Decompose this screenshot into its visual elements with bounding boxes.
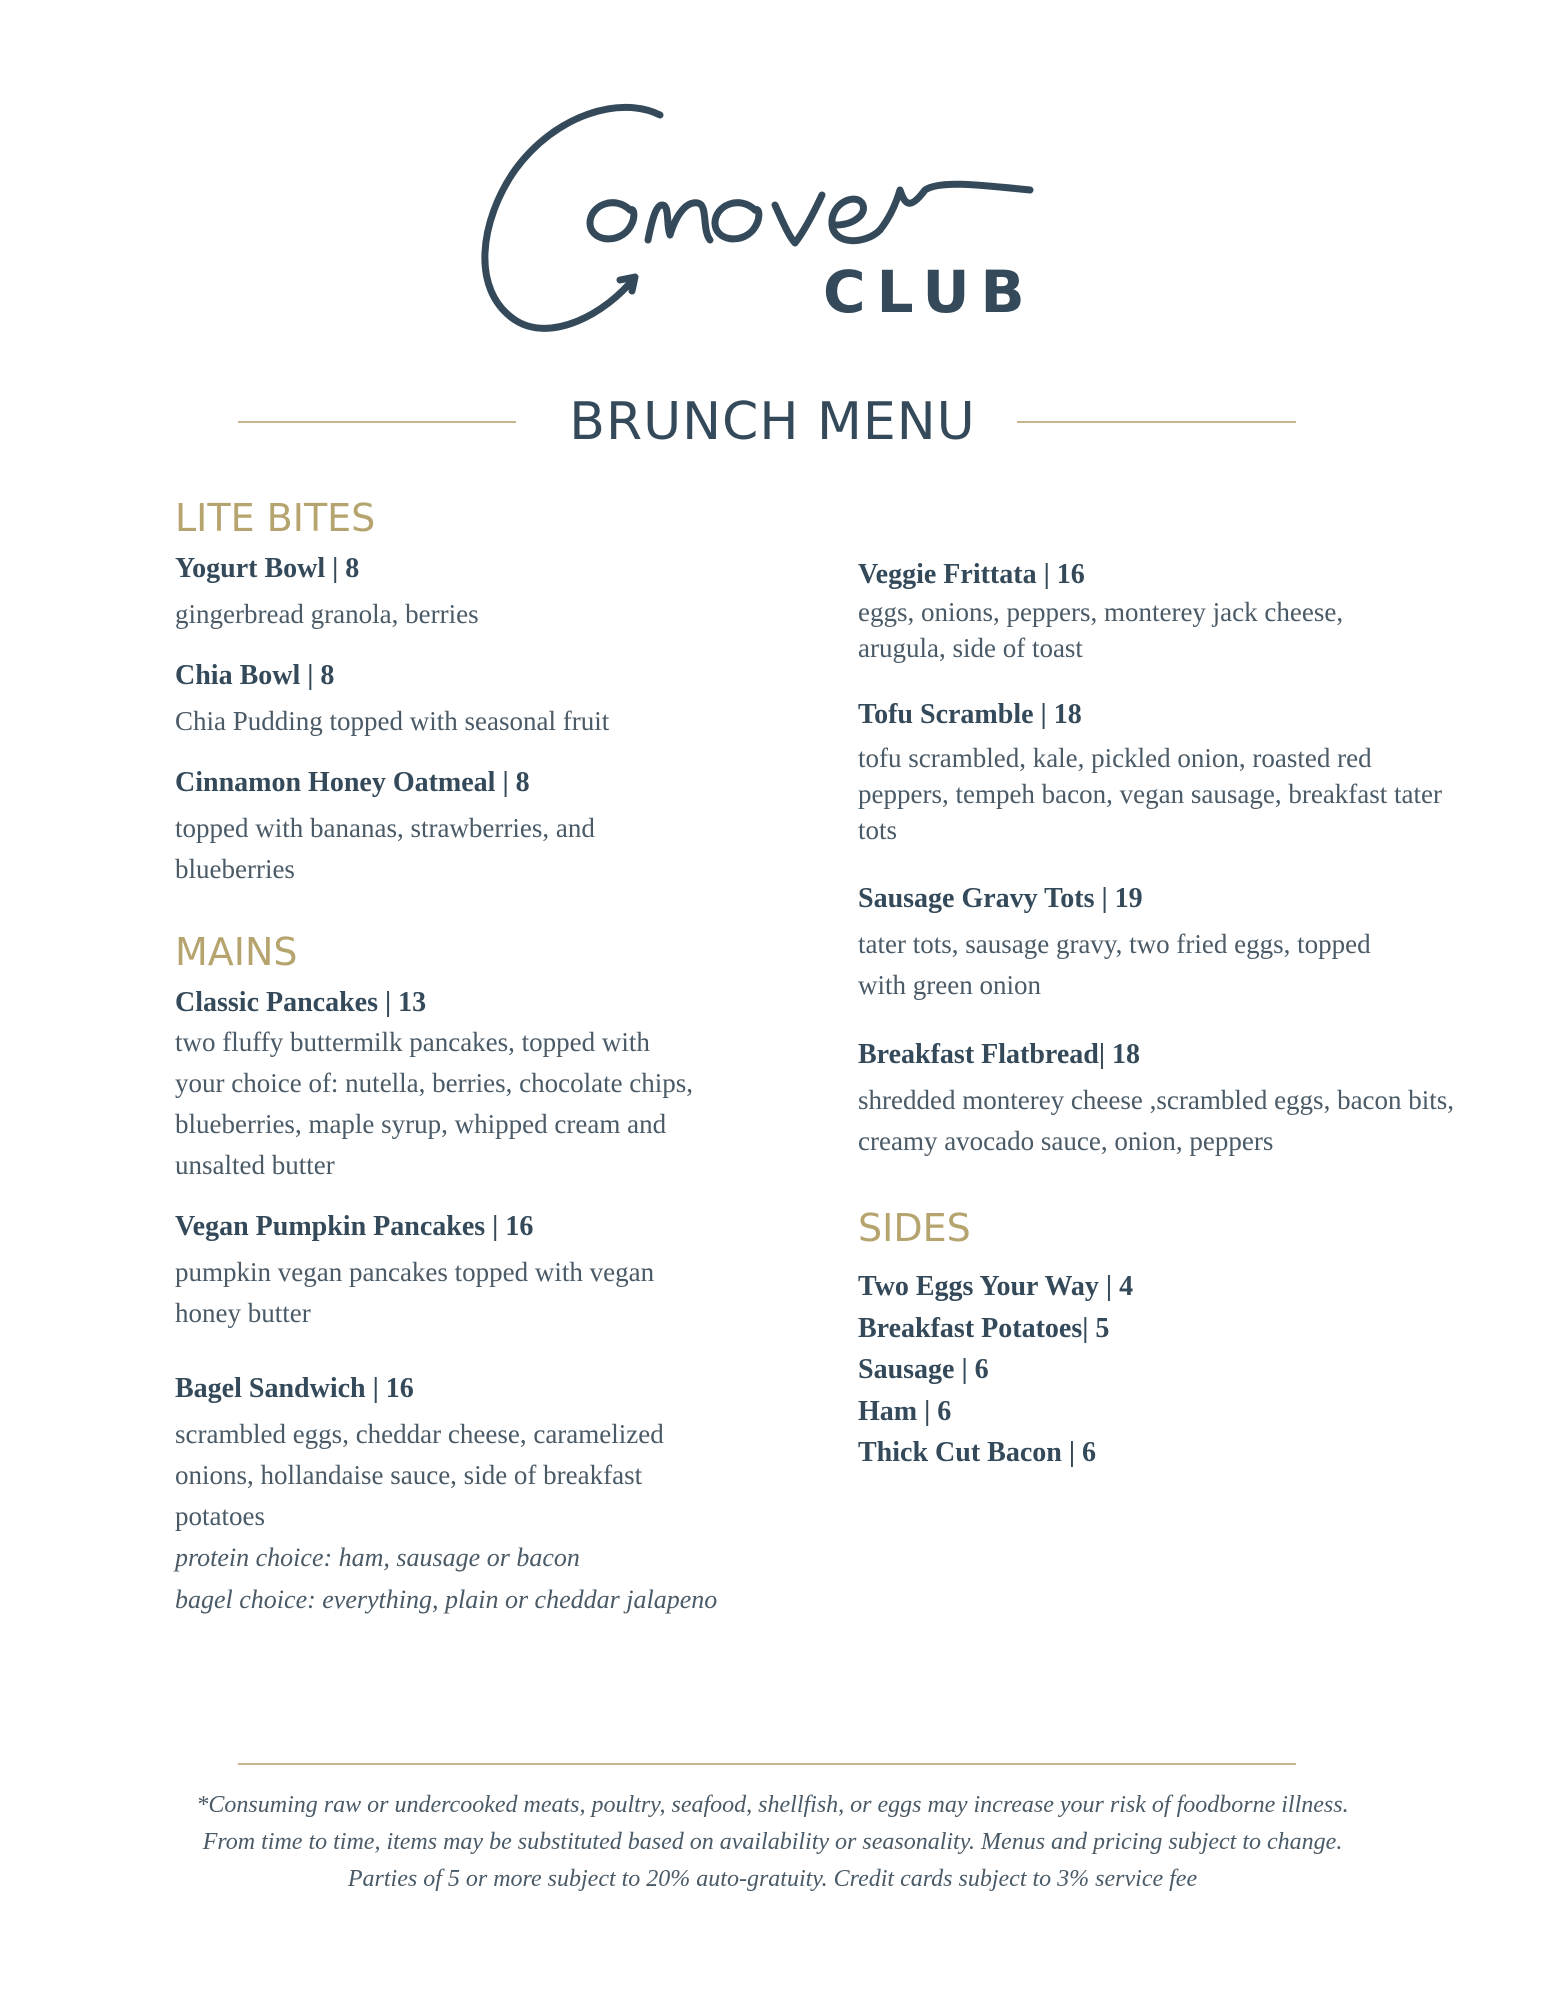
menu-item xyxy=(175,1208,735,1334)
list-item: Sausage | 6 xyxy=(858,1354,989,1385)
disclaimer-text: *Consuming raw or undercooked meats, poultry, seafood, shellfish, or eggs may increase your risk of foodborne illness. From time to time, items may be substituted based on availability or seasonality. Menus and pricing subject to change. Parties of 5 or more subject to 20% auto-gratuity. Credit cards subject to 3% service fee xyxy=(196,1792,1349,1892)
menu-item xyxy=(175,764,735,890)
item-name: Cinnamon Honey Oatmeal | 8 xyxy=(175,767,530,798)
item-name: Bagel Sandwich | 16 xyxy=(175,1373,414,1404)
item-name: Veggie Frittata | 16 xyxy=(858,559,1085,590)
menu-item xyxy=(858,880,1458,1006)
item-description: Chia Pudding topped with seasonal fruit xyxy=(175,706,610,736)
item-name: Yogurt Bowl | 8 xyxy=(175,553,360,584)
item-description: scrambled eggs, cheddar cheese, caramelized onions, hollandaise sauce, side of breakfast potatoes xyxy=(175,1419,664,1531)
section-title-lite-bites: LITE BITES xyxy=(175,496,376,540)
item-description: tofu scrambled, kale, pickled onion, roasted red peppers, tempeh bacon, vegan sausage, breakfast tater tots xyxy=(858,743,1442,845)
item-description: pumpkin vegan pancakes topped with vegan honey butter xyxy=(175,1257,655,1328)
logo-club-wordmark: CLUB xyxy=(823,258,1036,326)
item-name: Classic Pancakes | 13 xyxy=(175,987,427,1018)
section-title-sides: SIDES xyxy=(858,1206,971,1250)
item-description: tater tots, sausage gravy, two fried eggs, topped with green onion xyxy=(858,929,1371,1000)
item-note-protein: protein choice: ham, sausage or bacon xyxy=(175,1543,580,1572)
list-item: Breakfast Potatoes| 5 xyxy=(858,1312,1110,1344)
section-title-mains: MAINS xyxy=(175,930,298,974)
item-name: Tofu Scramble | 18 xyxy=(858,699,1082,730)
left-column xyxy=(175,490,735,1645)
menu-item xyxy=(858,696,1458,848)
list-item: Ham | 6 xyxy=(858,1395,952,1427)
item-description: topped with bananas, strawberries, and blueberries xyxy=(175,813,595,884)
item-description: eggs, onions, peppers, monterey jack cheese, arugula, side of toast xyxy=(858,597,1344,663)
item-name: Sausage Gravy Tots | 19 xyxy=(858,883,1143,914)
menu-item xyxy=(858,1036,1458,1162)
right-column xyxy=(858,556,1458,1474)
item-description: shredded monterey cheese ,scrambled eggs, bacon bits, creamy avocado sauce, onion, peppers xyxy=(858,1085,1455,1156)
item-note-bagel: bagel choice: everything, plain or cheddar jalapeno xyxy=(175,1585,718,1614)
menu-item xyxy=(858,556,1458,666)
item-description: gingerbread granola, berries xyxy=(175,599,479,629)
menu-item xyxy=(175,984,735,1186)
list-item: Two Eggs Your Way | 4 xyxy=(858,1271,1134,1302)
menu-item xyxy=(175,657,735,742)
list-item: Thick Cut Bacon | 6 xyxy=(858,1437,1096,1468)
footer-rule xyxy=(238,1763,1296,1765)
item-name: Breakfast Flatbread| 18 xyxy=(858,1039,1141,1070)
item-description: two fluffy buttermilk pancakes, topped with your choice of: nutella, berries, chocolate chips, blueberries, maple syrup, whipped cream and unsalted butter xyxy=(175,1027,694,1180)
item-name: Chia Bowl | 8 xyxy=(175,660,335,691)
menu-item xyxy=(175,550,735,635)
sides-list xyxy=(858,1266,1458,1474)
page-title: BRUNCH MENU xyxy=(569,392,976,452)
item-name: Vegan Pumpkin Pancakes | 16 xyxy=(175,1211,534,1242)
menu-item xyxy=(175,1370,735,1621)
